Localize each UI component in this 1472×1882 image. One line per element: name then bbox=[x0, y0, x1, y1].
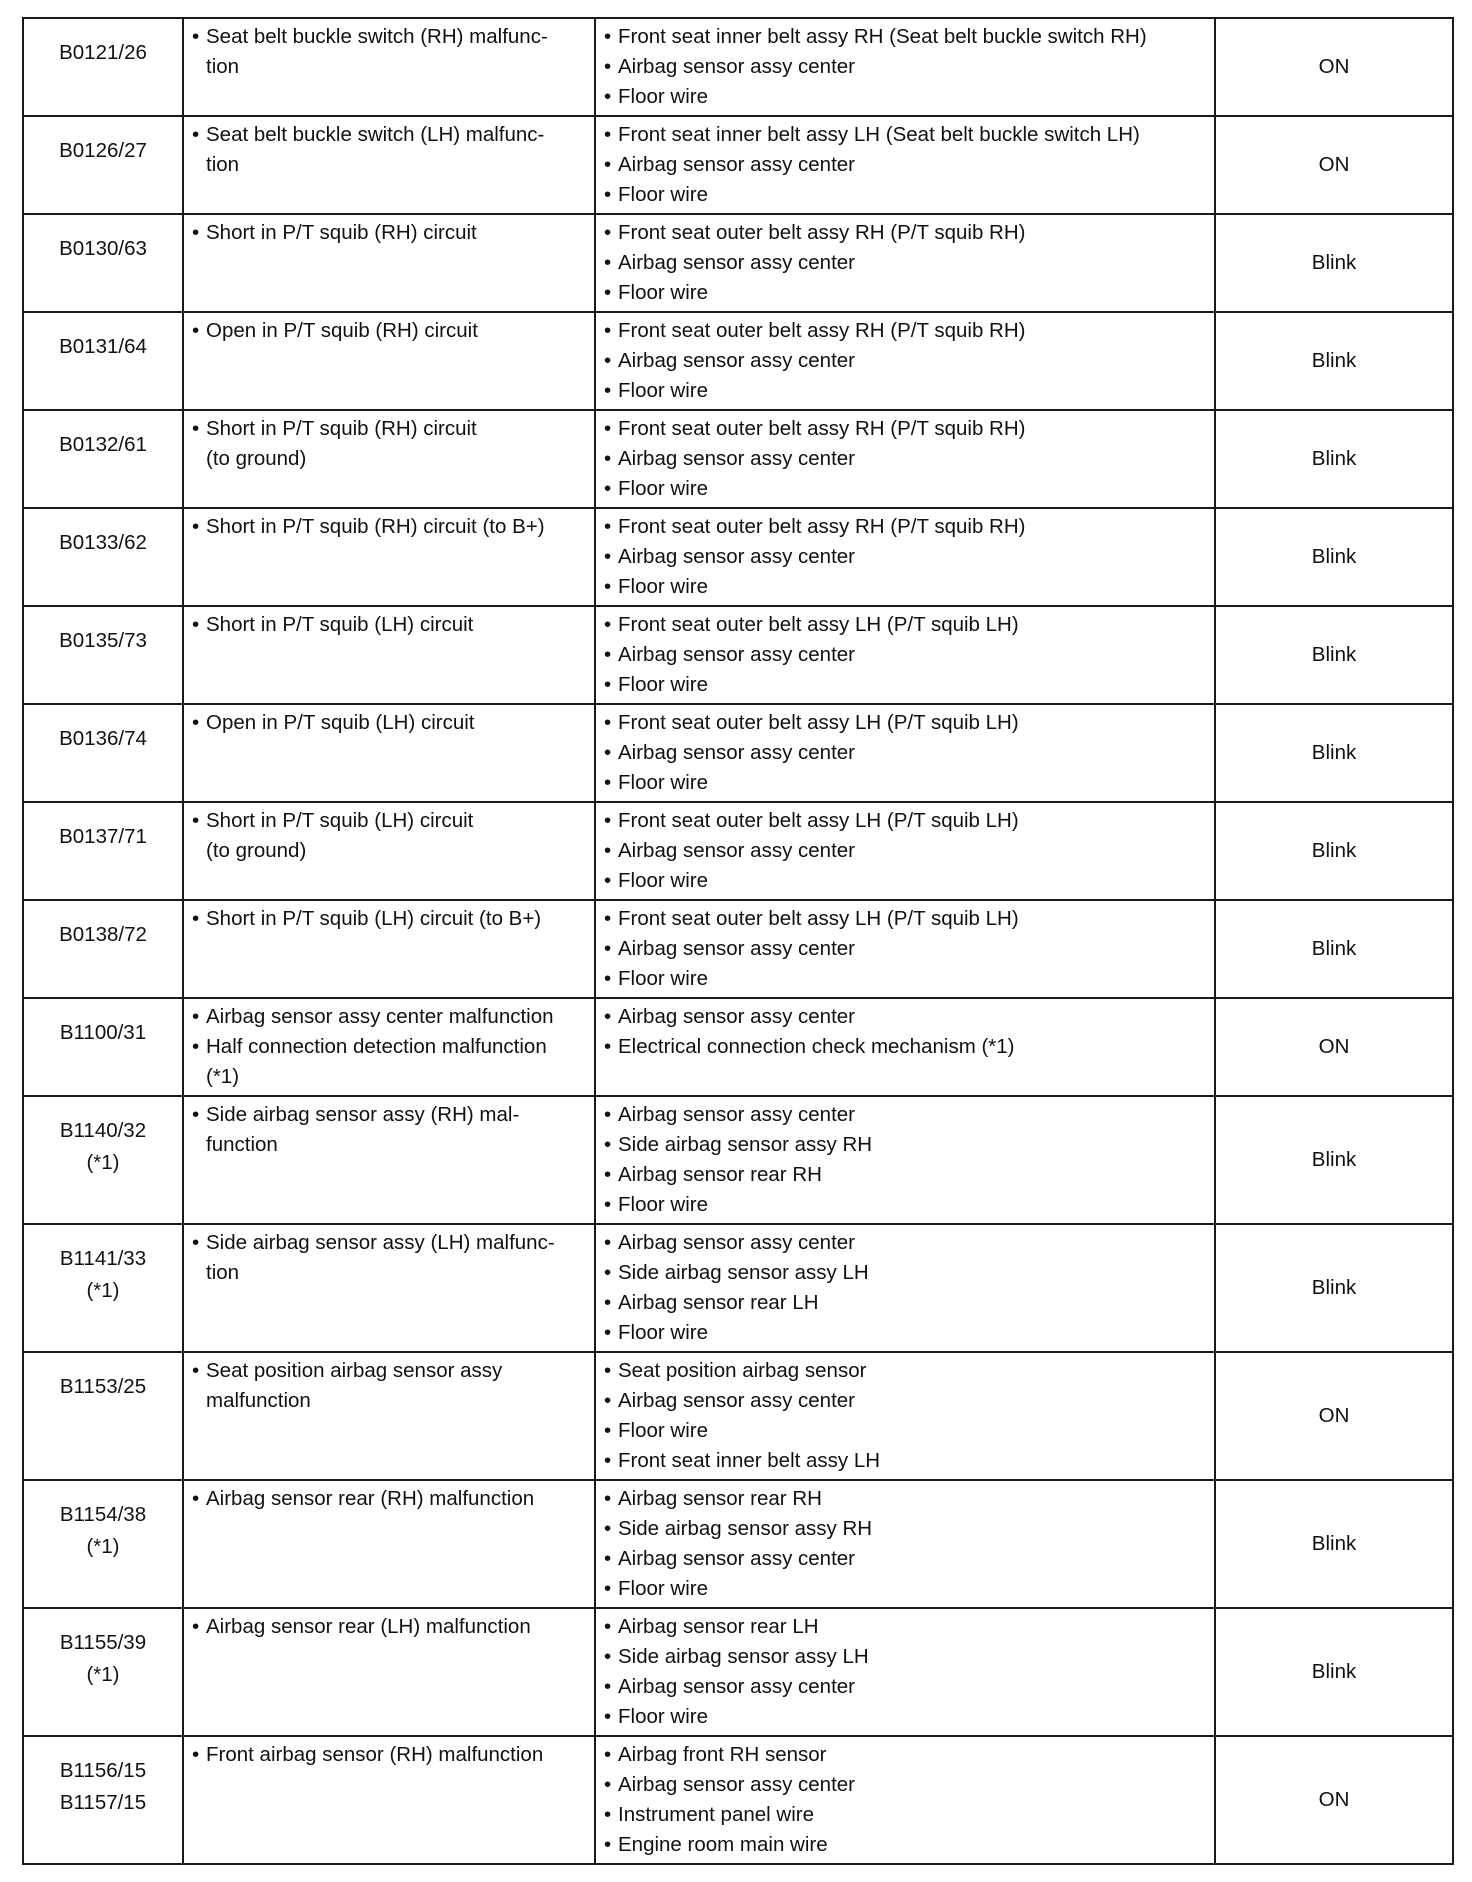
dtc-code-cell bbox=[23, 1608, 183, 1736]
table-row bbox=[23, 312, 1453, 410]
trouble-area-cell bbox=[595, 1352, 1215, 1480]
dtc-code-cell bbox=[23, 312, 183, 410]
trouble-area-item: • Airbag sensor assy center bbox=[604, 1544, 1206, 1574]
trouble-area-item: • Airbag sensor assy center bbox=[604, 1386, 1206, 1416]
dtc-code-cell bbox=[23, 998, 183, 1096]
detection-item-cell bbox=[183, 900, 595, 998]
dtc-code: (*1) bbox=[86, 1663, 120, 1686]
trouble-area-cell bbox=[595, 508, 1215, 606]
dtc-code: (*1) bbox=[86, 1151, 120, 1174]
dtc-code-cell bbox=[23, 214, 183, 312]
detection-item-cell bbox=[183, 508, 595, 606]
dtc-code: B0137/71 bbox=[59, 825, 147, 848]
trouble-area-cell bbox=[595, 214, 1215, 312]
detection-item: • Short in P/T squib (RH) circuit (to ground) bbox=[192, 414, 586, 474]
trouble-area-item: • Airbag sensor assy center bbox=[604, 248, 1206, 278]
trouble-area-item: • Airbag sensor rear LH bbox=[604, 1612, 1206, 1642]
trouble-area-item: • Side airbag sensor assy RH bbox=[604, 1514, 1206, 1544]
dtc-code-cell bbox=[23, 508, 183, 606]
detection-item: • Side airbag sensor assy (LH) malfunc- tion bbox=[192, 1228, 586, 1288]
warning-light-status: Blink bbox=[1215, 214, 1453, 312]
dtc-table-body bbox=[23, 18, 1453, 1864]
dtc-code: B0131/64 bbox=[59, 335, 147, 358]
dtc-code: B0130/63 bbox=[59, 237, 147, 260]
table-row bbox=[23, 900, 1453, 998]
trouble-area-item: • Airbag sensor assy center bbox=[604, 542, 1206, 572]
dtc-code-cell bbox=[23, 704, 183, 802]
dtc-code-cell bbox=[23, 410, 183, 508]
dtc-code-cell bbox=[23, 606, 183, 704]
table-row bbox=[23, 1736, 1453, 1864]
trouble-area-item: • Side airbag sensor assy RH bbox=[604, 1130, 1206, 1160]
dtc-code: B1157/15 bbox=[59, 1791, 147, 1814]
trouble-area-item: • Front seat outer belt assy RH (P/T squib RH) bbox=[604, 414, 1206, 444]
table-row bbox=[23, 1224, 1453, 1352]
trouble-area-item: • Engine room main wire bbox=[604, 1830, 1206, 1860]
detection-item-cell bbox=[183, 1224, 595, 1352]
dtc-code: B0133/62 bbox=[59, 531, 147, 554]
trouble-area-item: • Floor wire bbox=[604, 474, 1206, 504]
dtc-code: B0138/72 bbox=[59, 923, 147, 946]
detection-item-cell bbox=[183, 214, 595, 312]
trouble-area-item: • Electrical connection check mechanism (*1) bbox=[604, 1032, 1206, 1062]
detection-item: • Airbag sensor rear (LH) malfunction bbox=[192, 1612, 586, 1642]
table-row bbox=[23, 1608, 1453, 1736]
trouble-area-item: • Airbag sensor assy center bbox=[604, 738, 1206, 768]
warning-light-status: ON bbox=[1215, 998, 1453, 1096]
warning-light-status: Blink bbox=[1215, 1480, 1453, 1608]
dtc-code-cell bbox=[23, 1480, 183, 1608]
trouble-area-cell bbox=[595, 1224, 1215, 1352]
table-row bbox=[23, 1096, 1453, 1224]
detection-item-cell bbox=[183, 802, 595, 900]
trouble-area-item: • Side airbag sensor assy LH bbox=[604, 1642, 1206, 1672]
trouble-area-item: • Airbag sensor assy center bbox=[604, 1770, 1206, 1800]
detection-item: • Short in P/T squib (LH) circuit (to B+) bbox=[192, 904, 586, 934]
trouble-area-item: • Airbag front RH sensor bbox=[604, 1740, 1206, 1770]
trouble-area-cell bbox=[595, 1096, 1215, 1224]
trouble-area-cell bbox=[595, 18, 1215, 116]
warning-light-status: Blink bbox=[1215, 802, 1453, 900]
trouble-area-item: • Floor wire bbox=[604, 866, 1206, 896]
dtc-code: B1155/39 bbox=[59, 1631, 147, 1654]
trouble-area-item: • Airbag sensor assy center bbox=[604, 1002, 1206, 1032]
dtc-table bbox=[22, 17, 1454, 1865]
dtc-code-cell bbox=[23, 802, 183, 900]
warning-light-status: Blink bbox=[1215, 606, 1453, 704]
detection-item: • Short in P/T squib (RH) circuit (to B+) bbox=[192, 512, 586, 542]
detection-item: • Open in P/T squib (RH) circuit bbox=[192, 316, 586, 346]
trouble-area-item: • Seat position airbag sensor bbox=[604, 1356, 1206, 1386]
detection-item: • Airbag sensor rear (RH) malfunction bbox=[192, 1484, 586, 1514]
trouble-area-item: • Airbag sensor rear RH bbox=[604, 1160, 1206, 1190]
detection-item-cell bbox=[183, 1352, 595, 1480]
detection-item-cell bbox=[183, 18, 595, 116]
dtc-code: B1153/25 bbox=[59, 1375, 147, 1398]
trouble-area-cell bbox=[595, 1736, 1215, 1864]
table-row bbox=[23, 18, 1453, 116]
warning-light-status: Blink bbox=[1215, 900, 1453, 998]
trouble-area-cell bbox=[595, 802, 1215, 900]
trouble-area-item: • Front seat outer belt assy RH (P/T squib RH) bbox=[604, 512, 1206, 542]
trouble-area-item: • Airbag sensor assy center bbox=[604, 346, 1206, 376]
trouble-area-item: • Airbag sensor assy center bbox=[604, 1100, 1206, 1130]
detection-item-cell bbox=[183, 998, 595, 1096]
detection-item: • Airbag sensor assy center malfunction bbox=[192, 1002, 586, 1032]
trouble-area-item: • Floor wire bbox=[604, 1190, 1206, 1220]
dtc-code: B1154/38 bbox=[59, 1503, 147, 1526]
dtc-code: B0132/61 bbox=[59, 433, 147, 456]
dtc-code: B1100/31 bbox=[59, 1021, 147, 1044]
detection-item-cell bbox=[183, 1736, 595, 1864]
trouble-area-item: • Front seat outer belt assy LH (P/T squib LH) bbox=[604, 610, 1206, 640]
trouble-area-item: • Floor wire bbox=[604, 1574, 1206, 1604]
detection-item: • Seat position airbag sensor assy malfunction bbox=[192, 1356, 586, 1416]
trouble-area-item: • Floor wire bbox=[604, 1416, 1206, 1446]
warning-light-status: Blink bbox=[1215, 1224, 1453, 1352]
trouble-area-cell bbox=[595, 1480, 1215, 1608]
table-row bbox=[23, 508, 1453, 606]
detection-item-cell bbox=[183, 116, 595, 214]
trouble-area-item: • Floor wire bbox=[604, 376, 1206, 406]
dtc-code: B0135/73 bbox=[59, 629, 147, 652]
detection-item: • Front airbag sensor (RH) malfunction bbox=[192, 1740, 586, 1770]
dtc-code: B1156/15 bbox=[59, 1759, 147, 1782]
trouble-area-item: • Airbag sensor assy center bbox=[604, 640, 1206, 670]
trouble-area-item: • Front seat outer belt assy LH (P/T squib LH) bbox=[604, 904, 1206, 934]
trouble-area-item: • Airbag sensor assy center bbox=[604, 52, 1206, 82]
table-row bbox=[23, 214, 1453, 312]
trouble-area-item: • Front seat inner belt assy RH (Seat belt buckle switch RH) bbox=[604, 22, 1206, 52]
dtc-code: B1141/33 bbox=[59, 1247, 147, 1270]
detection-item-cell bbox=[183, 312, 595, 410]
trouble-area-cell bbox=[595, 900, 1215, 998]
trouble-area-item: • Floor wire bbox=[604, 1318, 1206, 1348]
trouble-area-item: • Airbag sensor assy center bbox=[604, 444, 1206, 474]
trouble-area-item: • Floor wire bbox=[604, 82, 1206, 112]
dtc-code-cell bbox=[23, 116, 183, 214]
table-row bbox=[23, 410, 1453, 508]
trouble-area-item: • Floor wire bbox=[604, 670, 1206, 700]
warning-light-status: ON bbox=[1215, 1736, 1453, 1864]
dtc-code-cell bbox=[23, 1096, 183, 1224]
dtc-code: (*1) bbox=[86, 1535, 120, 1558]
detection-item-cell bbox=[183, 704, 595, 802]
trouble-area-item: • Front seat outer belt assy RH (P/T squib RH) bbox=[604, 316, 1206, 346]
dtc-code-cell bbox=[23, 1352, 183, 1480]
trouble-area-item: • Floor wire bbox=[604, 278, 1206, 308]
dtc-code-cell bbox=[23, 1224, 183, 1352]
trouble-area-item: • Front seat outer belt assy RH (P/T squib RH) bbox=[604, 218, 1206, 248]
detection-item-cell bbox=[183, 410, 595, 508]
dtc-code-cell bbox=[23, 900, 183, 998]
warning-light-status: Blink bbox=[1215, 1608, 1453, 1736]
trouble-area-cell bbox=[595, 410, 1215, 508]
dtc-code: B0126/27 bbox=[59, 139, 147, 162]
dtc-code-cell bbox=[23, 1736, 183, 1864]
warning-light-status: Blink bbox=[1215, 704, 1453, 802]
warning-light-status: ON bbox=[1215, 116, 1453, 214]
trouble-area-item: • Airbag sensor assy center bbox=[604, 150, 1206, 180]
trouble-area-cell bbox=[595, 998, 1215, 1096]
warning-light-status: Blink bbox=[1215, 508, 1453, 606]
detection-item-cell bbox=[183, 1480, 595, 1608]
detection-item: • Side airbag sensor assy (RH) mal- function bbox=[192, 1100, 586, 1160]
table-row bbox=[23, 1480, 1453, 1608]
dtc-table-page bbox=[22, 17, 1452, 1865]
table-row bbox=[23, 116, 1453, 214]
trouble-area-item: • Floor wire bbox=[604, 180, 1206, 210]
warning-light-status: Blink bbox=[1215, 312, 1453, 410]
trouble-area-item: • Floor wire bbox=[604, 768, 1206, 798]
trouble-area-item: • Front seat inner belt assy LH bbox=[604, 1446, 1206, 1476]
detection-item-cell bbox=[183, 1096, 595, 1224]
trouble-area-item: • Front seat outer belt assy LH (P/T squib LH) bbox=[604, 708, 1206, 738]
dtc-code: B1140/32 bbox=[59, 1119, 147, 1142]
trouble-area-cell bbox=[595, 704, 1215, 802]
dtc-code: (*1) bbox=[86, 1279, 120, 1302]
trouble-area-item: • Front seat inner belt assy LH (Seat belt buckle switch LH) bbox=[604, 120, 1206, 150]
trouble-area-item: • Front seat outer belt assy LH (P/T squib LH) bbox=[604, 806, 1206, 836]
dtc-code: B0121/26 bbox=[59, 41, 147, 64]
trouble-area-item: • Airbag sensor assy center bbox=[604, 836, 1206, 866]
warning-light-status: Blink bbox=[1215, 410, 1453, 508]
table-row bbox=[23, 998, 1453, 1096]
trouble-area-item: • Airbag sensor rear RH bbox=[604, 1484, 1206, 1514]
detection-item: • Seat belt buckle switch (LH) malfunc- tion bbox=[192, 120, 586, 180]
trouble-area-cell bbox=[595, 116, 1215, 214]
table-row bbox=[23, 704, 1453, 802]
trouble-area-item: • Floor wire bbox=[604, 964, 1206, 994]
trouble-area-item: • Airbag sensor assy center bbox=[604, 1672, 1206, 1702]
warning-light-status: ON bbox=[1215, 1352, 1453, 1480]
trouble-area-cell bbox=[595, 312, 1215, 410]
table-row bbox=[23, 1352, 1453, 1480]
trouble-area-item: • Airbag sensor rear LH bbox=[604, 1288, 1206, 1318]
dtc-code-cell bbox=[23, 18, 183, 116]
detection-item: • Seat belt buckle switch (RH) malfunc- tion bbox=[192, 22, 586, 82]
trouble-area-cell bbox=[595, 606, 1215, 704]
detection-item-cell bbox=[183, 606, 595, 704]
detection-item: • Short in P/T squib (LH) circuit bbox=[192, 610, 586, 640]
trouble-area-item: • Instrument panel wire bbox=[604, 1800, 1206, 1830]
table-row bbox=[23, 802, 1453, 900]
detection-item-cell bbox=[183, 1608, 595, 1736]
detection-item: • Short in P/T squib (LH) circuit (to ground) bbox=[192, 806, 586, 866]
trouble-area-item: • Floor wire bbox=[604, 572, 1206, 602]
table-row bbox=[23, 606, 1453, 704]
trouble-area-item: • Side airbag sensor assy LH bbox=[604, 1258, 1206, 1288]
detection-item: • Open in P/T squib (LH) circuit bbox=[192, 708, 586, 738]
trouble-area-item: • Airbag sensor assy center bbox=[604, 934, 1206, 964]
trouble-area-item: • Floor wire bbox=[604, 1702, 1206, 1732]
trouble-area-cell bbox=[595, 1608, 1215, 1736]
detection-item: • Short in P/T squib (RH) circuit bbox=[192, 218, 586, 248]
dtc-code: B0136/74 bbox=[59, 727, 147, 750]
warning-light-status: Blink bbox=[1215, 1096, 1453, 1224]
trouble-area-item: • Airbag sensor assy center bbox=[604, 1228, 1206, 1258]
detection-item: • Half connection detection malfunction (*1) bbox=[192, 1032, 586, 1092]
warning-light-status: ON bbox=[1215, 18, 1453, 116]
